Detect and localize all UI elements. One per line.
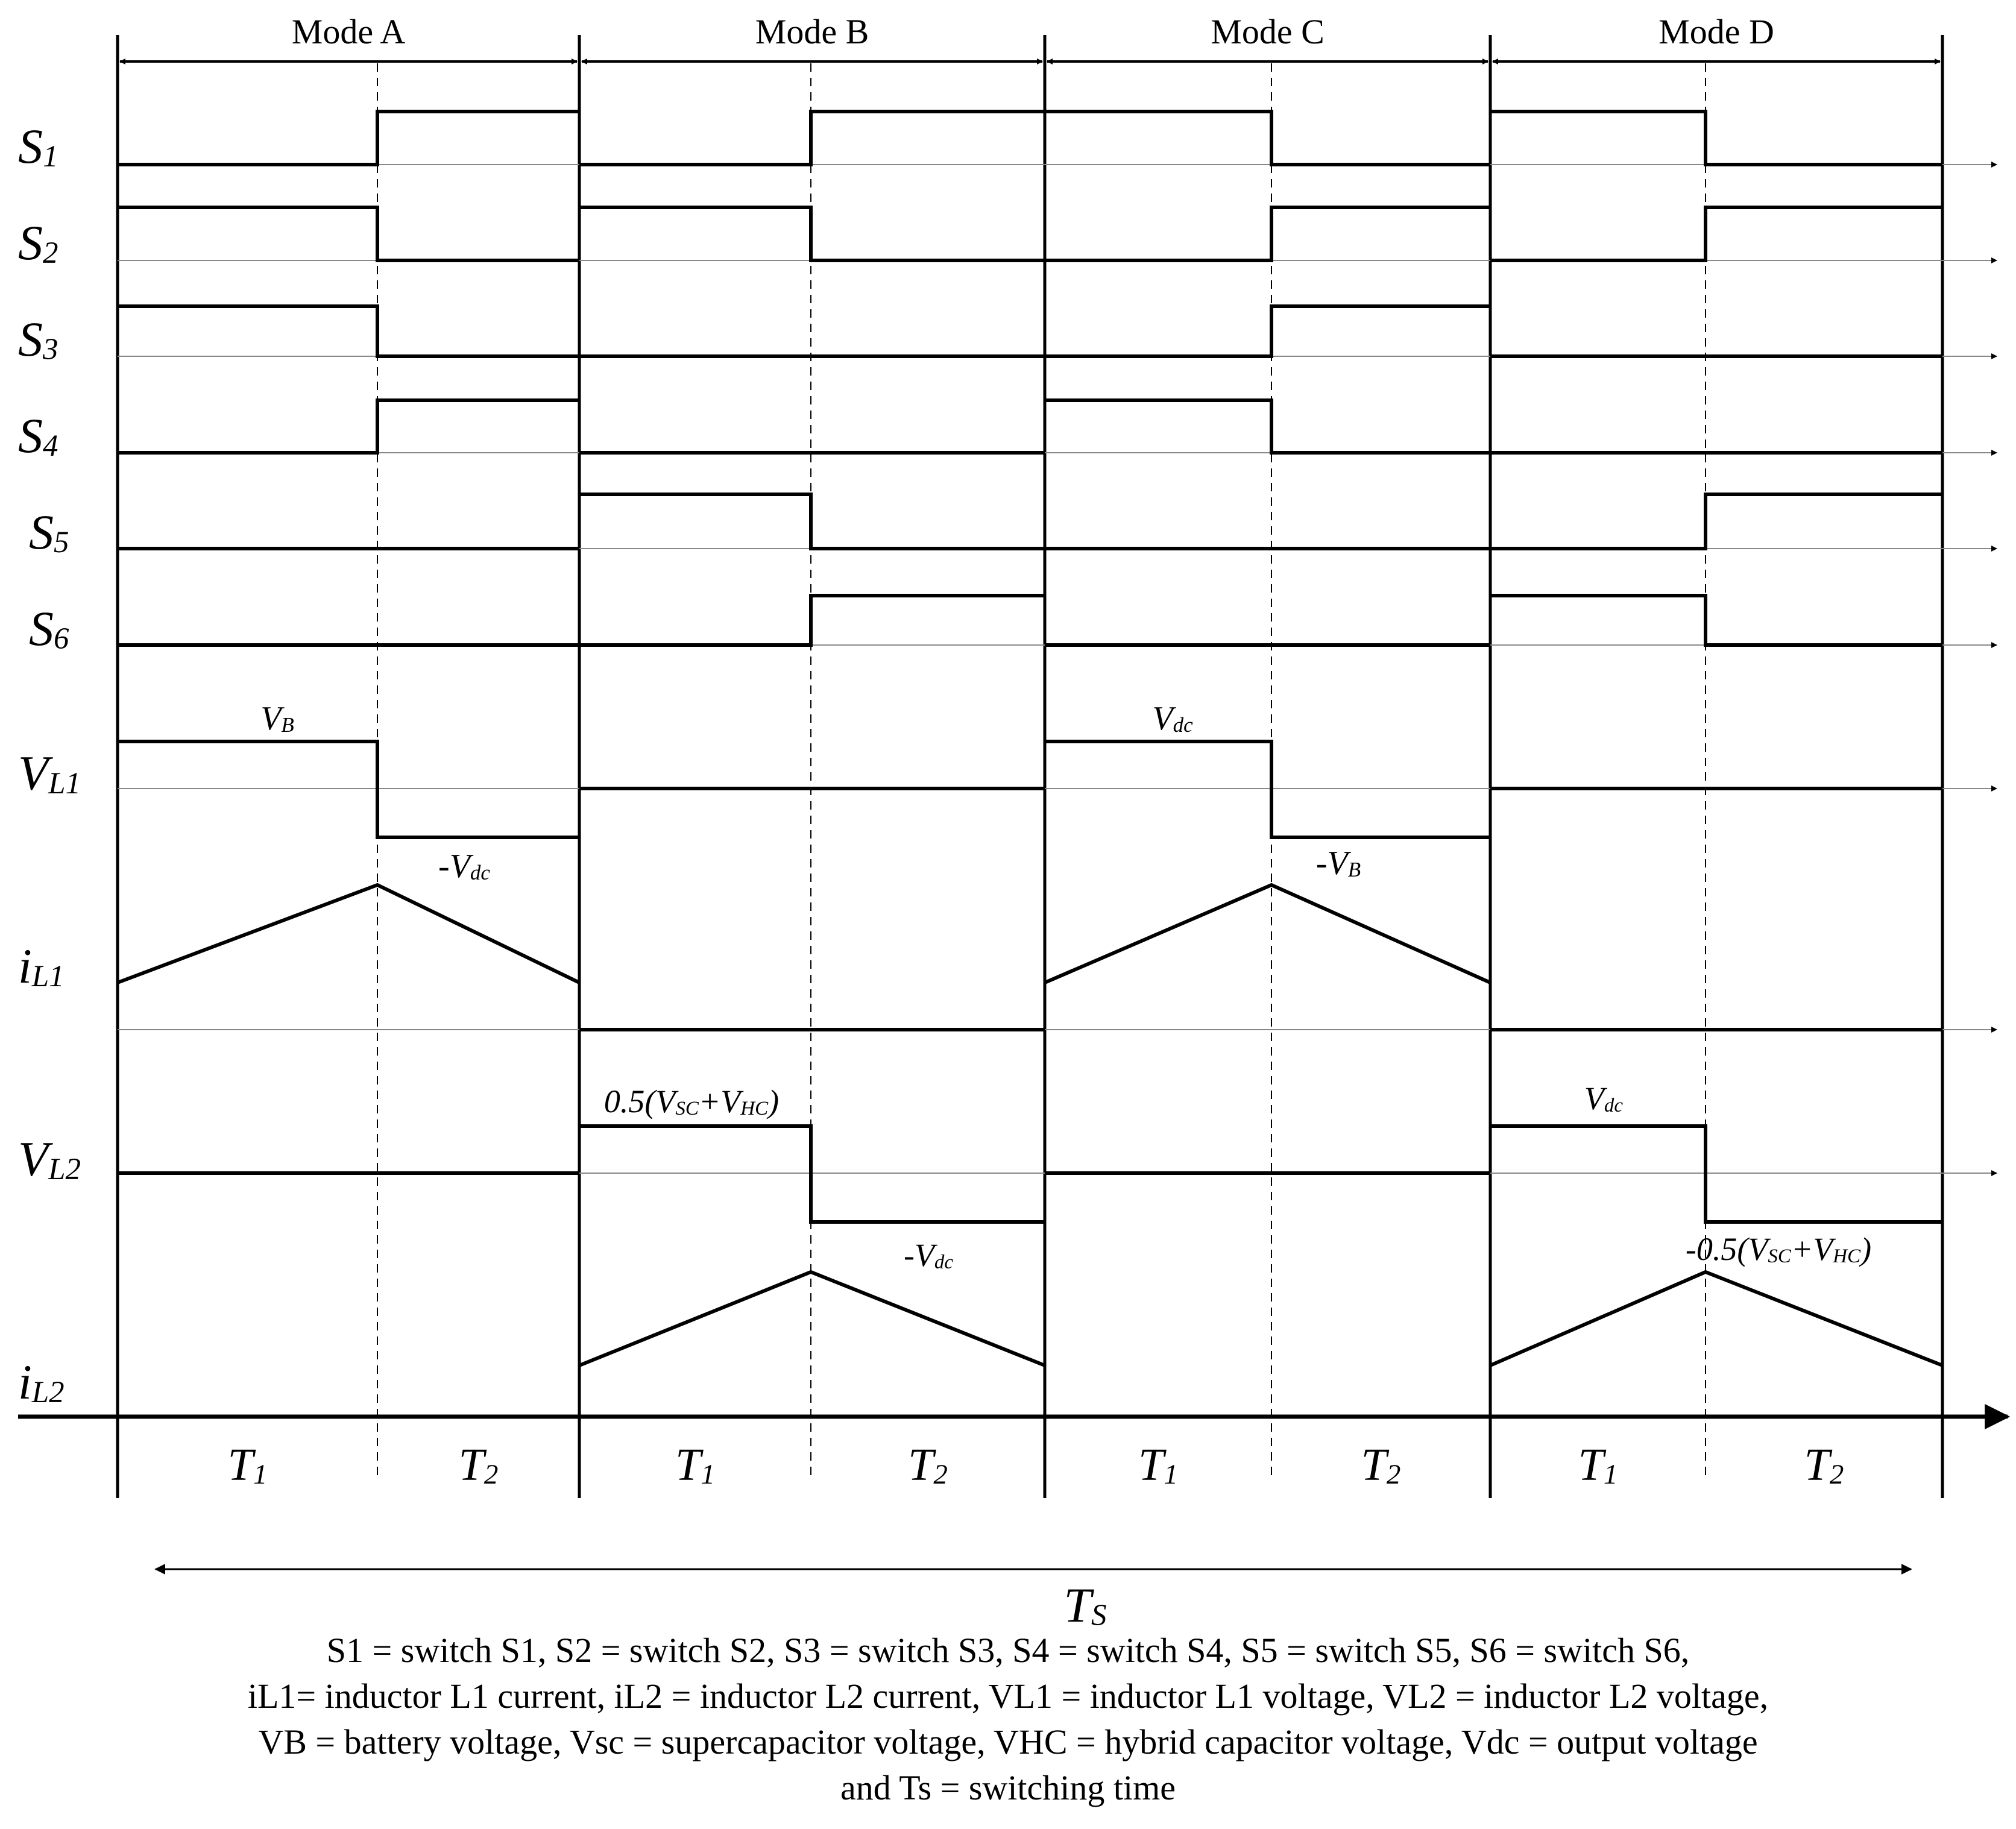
vl2-level-label: Vdc <box>1584 1080 1624 1116</box>
interval-label-t2: T2 <box>908 1440 948 1490</box>
wave-vl2 <box>579 1126 1045 1222</box>
legend-line-3-text: VB = battery voltage, Vsc = supercapacitor voltage, VHC = hybrid capacitor voltage, Vdc = output voltage <box>258 1722 1758 1761</box>
wave-s4 <box>1045 400 1490 453</box>
mode-label: Mode D <box>1658 12 1774 51</box>
signal-label-s6: S6 <box>29 601 69 656</box>
wave-s1 <box>1045 112 1490 165</box>
wave-vl1 <box>118 741 579 837</box>
wave-il1 <box>1045 885 1490 983</box>
wave-vl1 <box>1045 741 1490 837</box>
wave-s1 <box>1490 112 1942 165</box>
legend-line-4-text: and Ts = switching time <box>840 1768 1176 1807</box>
vl2-level-label: -0.5(VSC+VHC) <box>1685 1231 1872 1267</box>
signal-label-s3: S3 <box>18 312 58 367</box>
vl1-level-label: Vdc <box>1152 700 1193 737</box>
wave-vl2 <box>1490 1126 1942 1222</box>
signal-label-s4: S4 <box>18 408 58 464</box>
interval-label-t1: T1 <box>675 1440 715 1490</box>
signal-label-vl2: VL2 <box>18 1132 81 1187</box>
interval-label-t1: T1 <box>1138 1440 1178 1490</box>
signal-label-il2: iL2 <box>18 1355 65 1410</box>
wave-s2 <box>579 207 1045 260</box>
mode-label: Mode C <box>1211 12 1325 51</box>
vl1-level-label: VB <box>260 700 294 737</box>
signal-label-s2: S2 <box>18 215 58 271</box>
legend-line-3 <box>0 1719 2016 1765</box>
wave-il2 <box>579 1272 1045 1365</box>
wave-s1 <box>118 112 579 165</box>
vl1-level-label: -Vdc <box>438 848 490 885</box>
wave-s3 <box>1045 306 1490 356</box>
vl2-level-label: -Vdc <box>903 1237 954 1273</box>
vl1-level-label: -VB <box>1315 845 1361 882</box>
wave-s3 <box>118 306 579 356</box>
wave-s5 <box>1490 494 1942 549</box>
wave-s2 <box>1045 207 1490 260</box>
wave-s1 <box>579 112 1045 165</box>
wave-s6 <box>579 596 1045 645</box>
interval-label-t2: T2 <box>1361 1440 1401 1490</box>
vl2-level-label: 0.5(VSC+VHC) <box>603 1083 780 1119</box>
wave-s6 <box>1490 596 1942 645</box>
wave-s4 <box>118 400 579 453</box>
signal-label-s1: S1 <box>18 119 58 174</box>
signal-label-vl1: VL1 <box>18 746 81 801</box>
wave-il1 <box>118 885 579 983</box>
wave-s2 <box>1490 207 1942 260</box>
mode-label: Mode B <box>755 12 869 51</box>
interval-label-t1: T1 <box>227 1440 268 1490</box>
legend-line-2 <box>0 1673 2016 1719</box>
legend-line-1 <box>0 1628 2016 1673</box>
legend-line-4 <box>0 1765 2016 1811</box>
interval-label-t2: T2 <box>1804 1440 1844 1490</box>
period-label-ts: TS <box>1063 1578 1107 1633</box>
mode-label: Mode A <box>291 12 406 51</box>
wave-il2 <box>1490 1272 1942 1365</box>
interval-label-t2: T2 <box>458 1440 499 1490</box>
wave-s2 <box>118 207 579 260</box>
legend <box>0 1628 2016 1811</box>
wave-s5 <box>579 494 1045 549</box>
interval-label-t1: T1 <box>1578 1440 1618 1490</box>
signal-label-s5: S5 <box>29 505 69 560</box>
signal-label-il1: iL1 <box>18 939 65 994</box>
legend-line-2-text: iL1= inductor L1 current, iL2 = inductor L2 current, VL1 = inductor L1 voltage, VL2 = inductor L2 voltage, <box>247 1676 1769 1716</box>
legend-line-1-text: S1 = switch S1, S2 = switch S2, S3 = switch S3, S4 = switch S4, S5 = switch S5, S6 = switch S6, <box>326 1631 1690 1670</box>
